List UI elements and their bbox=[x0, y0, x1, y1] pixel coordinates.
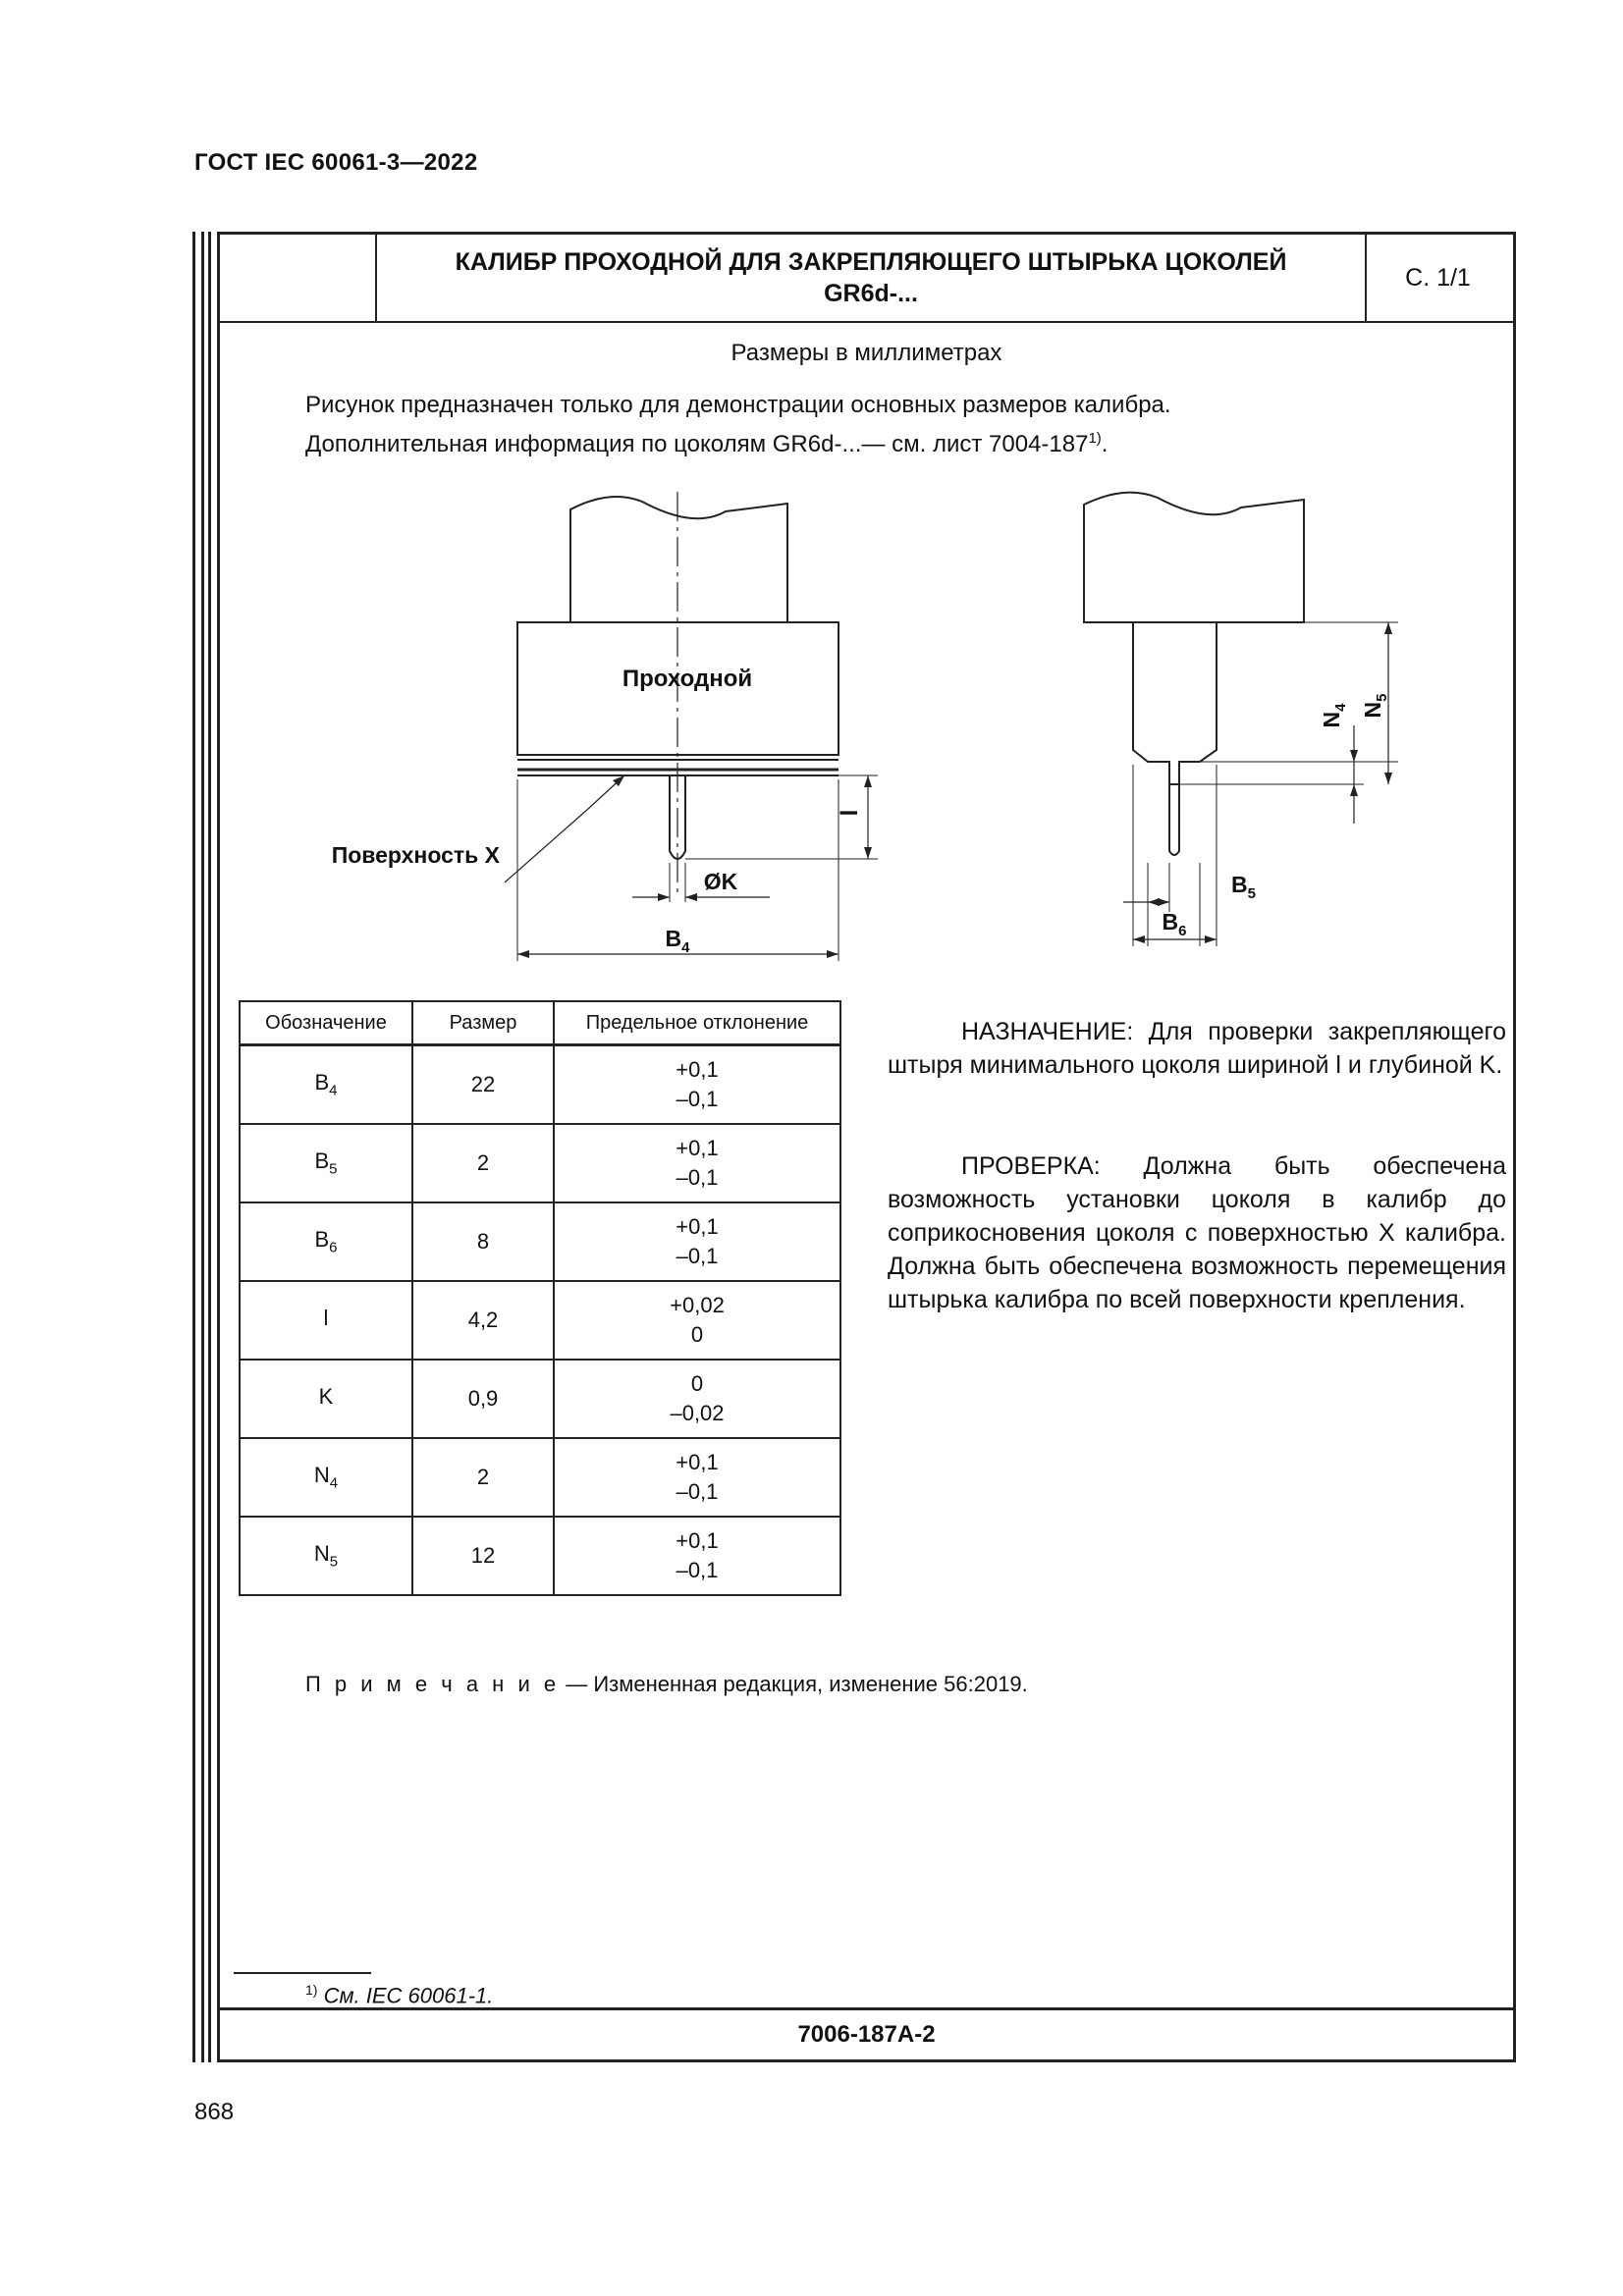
surface-x-label: Поверхность X bbox=[331, 842, 500, 868]
standard-header: ГОСТ IEC 60061-3—2022 bbox=[194, 149, 478, 176]
intro-line1: Рисунок предназначен только для демонстрации основных размеров калибра. bbox=[305, 392, 1171, 418]
binding-line bbox=[201, 232, 204, 2062]
binding-line bbox=[208, 232, 211, 2062]
footnote-text: См. IEC 60061-1. bbox=[323, 1983, 494, 2008]
dim-k-label: ØK bbox=[703, 869, 738, 894]
row-tolerance: 0 –0,02 bbox=[554, 1360, 840, 1438]
dim-b4-label: $B_4$ bbox=[665, 926, 690, 956]
row-symbol: $N_5$ bbox=[240, 1517, 412, 1595]
table-header-row bbox=[240, 1001, 840, 1045]
gauge-handle-right bbox=[1084, 493, 1304, 622]
dimensions-table bbox=[239, 1000, 841, 1596]
row-tolerance: +0,1 –0,1 bbox=[554, 1438, 840, 1517]
gauge-drawing bbox=[220, 235, 1516, 981]
dim-b6-label: $B_6$ bbox=[1162, 909, 1187, 939]
binding-line bbox=[192, 232, 195, 2062]
table-row bbox=[240, 1438, 840, 1517]
gauge-pin-right bbox=[1169, 784, 1179, 855]
table-row bbox=[240, 1281, 840, 1360]
note bbox=[305, 1672, 1028, 1697]
table-row bbox=[240, 1045, 840, 1125]
row-symbol: $N_4$ bbox=[240, 1438, 412, 1517]
row-symbol: $B_4$ bbox=[240, 1045, 412, 1125]
row-tolerance: +0,1 –0,1 bbox=[554, 1202, 840, 1281]
table-row bbox=[240, 1517, 840, 1595]
row-size: 22 bbox=[412, 1045, 554, 1125]
footnote bbox=[305, 1982, 493, 2008]
row-size: 8 bbox=[412, 1202, 554, 1281]
row-size: 0,9 bbox=[412, 1360, 554, 1438]
sheet-title-line2: GR6d-... bbox=[824, 280, 918, 307]
row-size: 4,2 bbox=[412, 1281, 554, 1360]
row-size: 2 bbox=[412, 1438, 554, 1517]
table-row bbox=[240, 1124, 840, 1202]
gauge-stem-right bbox=[1133, 622, 1217, 784]
footnote-mark: 1) bbox=[305, 1982, 318, 1998]
gauge-handle-left bbox=[570, 497, 787, 622]
row-symbol: K bbox=[240, 1360, 412, 1438]
table-row bbox=[240, 1202, 840, 1281]
sheet-id: 7006-187A-2 bbox=[220, 2007, 1513, 2059]
header-tolerance: Предельное отклонение bbox=[554, 1001, 840, 1045]
sheet-frame bbox=[217, 232, 1516, 2062]
row-symbol: $B_6$ bbox=[240, 1202, 412, 1281]
gauge-label: Проходной bbox=[622, 666, 753, 692]
dim-n5-label: $N_5$ bbox=[1360, 693, 1390, 719]
purpose-paragraph: НАЗНАЧЕНИЕ: Для проверки закрепляющего штыря минимального цоколя шириной l и глубиной K. bbox=[888, 1018, 1506, 1079]
units-note: Размеры в миллиметрах bbox=[730, 340, 1002, 366]
intro-line2: Дополнительная информация по цоколям GR6d-...— см. лист 7004-187$^{1)}$. bbox=[305, 430, 1109, 457]
dim-l-label: l bbox=[837, 809, 863, 817]
header-size: Размер bbox=[412, 1001, 554, 1045]
sheet-title-line1: КАЛИБР ПРОХОДНОЙ ДЛЯ ЗАКРЕПЛЯЮЩЕГО ШТЫРЬКА ЦОКОЛЕЙ bbox=[455, 248, 1287, 276]
footnote-separator bbox=[234, 1972, 371, 1974]
table-row bbox=[240, 1360, 840, 1438]
sheet-number: С. 1/1 bbox=[1405, 263, 1471, 292]
footnote-ref: 1) bbox=[1088, 430, 1102, 447]
row-tolerance: +0,1 –0,1 bbox=[554, 1124, 840, 1202]
note-text: — Измененная редакция, изменение 56:2019. bbox=[560, 1672, 1028, 1696]
note-label: П р и м е ч а н и е bbox=[305, 1672, 561, 1696]
dim-b5-label: $B_5$ bbox=[1231, 872, 1256, 902]
row-symbol: $B_5$ bbox=[240, 1124, 412, 1202]
row-size: 2 bbox=[412, 1124, 554, 1202]
row-tolerance: +0,1 –0,1 bbox=[554, 1045, 840, 1125]
row-tolerance: +0,1 –0,1 bbox=[554, 1517, 840, 1595]
page-number: 868 bbox=[194, 2099, 235, 2125]
row-tolerance: +0,02 0 bbox=[554, 1281, 840, 1360]
dim-n4-label: $N_4$ bbox=[1319, 703, 1349, 728]
row-size: 12 bbox=[412, 1517, 554, 1595]
check-paragraph: ПРОВЕРКА: Должна быть обеспечена возможность установки цоколя в калибр до соприкосновения цоколя с поверхностью X калибра. Должна быть обеспечена возможность перемещения штырька калибра по всей поверхности крепления. bbox=[888, 1152, 1506, 1313]
header-designation: Обозначение bbox=[240, 1001, 412, 1045]
row-symbol: l bbox=[240, 1281, 412, 1360]
